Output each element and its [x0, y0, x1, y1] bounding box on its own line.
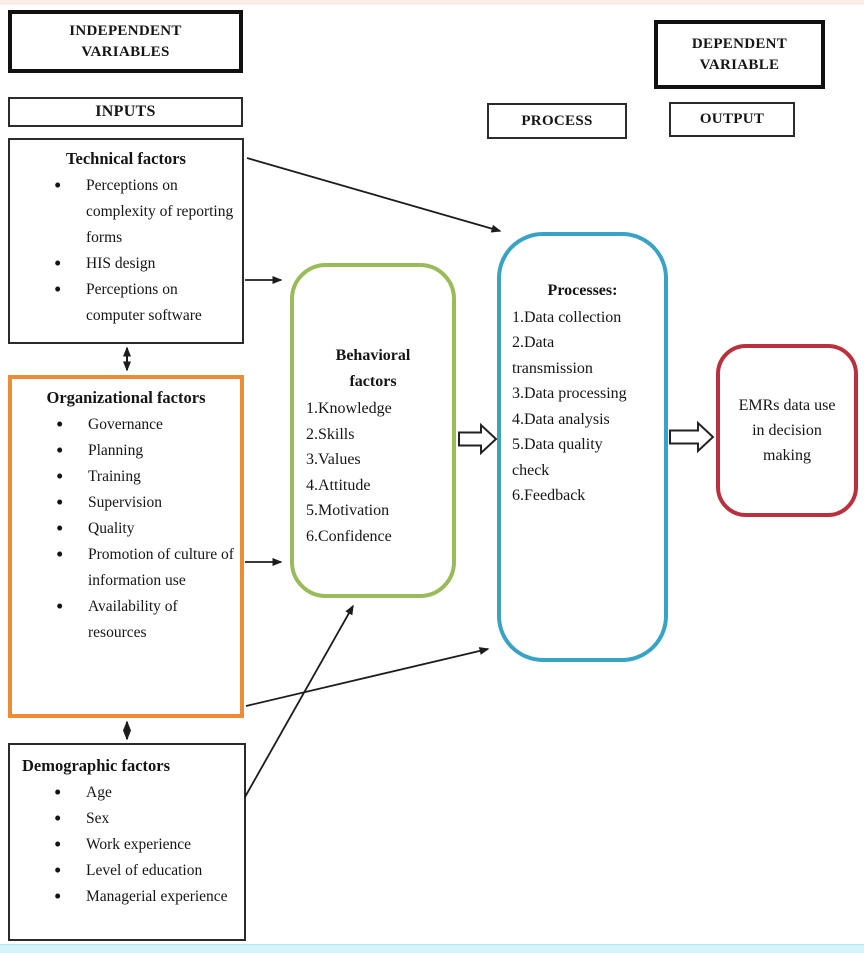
list-item: 6.Feedback	[512, 487, 586, 504]
list-item: 3.Data processing	[512, 385, 627, 402]
list-item: • Managerial experience	[54, 884, 240, 910]
list-item: • Training	[56, 464, 236, 490]
list-item: 4.Data analysis	[512, 410, 610, 428]
independent-variables-label	[8, 10, 243, 73]
technical-factors-box	[8, 138, 244, 344]
behavioral-factors-list	[294, 396, 452, 549]
list-item: • Supervision	[56, 490, 236, 516]
inputs-text: INPUTS	[95, 103, 156, 120]
list-item: • Promotion of culture of information use	[56, 542, 236, 594]
arrow-demographic-to-behavioral	[245, 606, 353, 797]
list-item: 3.Values	[306, 451, 361, 468]
demographic-factors-list	[10, 780, 244, 910]
demographic-factors-box	[8, 743, 246, 941]
organizational-factors-title: Organizational factors	[46, 388, 206, 407]
emrs-output-box	[716, 344, 858, 517]
block-arrow-processes-to-emrs	[670, 423, 713, 451]
list-item: 1.Knowledge	[306, 400, 392, 417]
arrow-organizational-to-processes	[246, 649, 488, 706]
list-item: • Sex	[54, 806, 240, 832]
demographic-factors-title: Demographic factors	[22, 756, 171, 775]
independent-variables-text: INDEPENDENT VARIABLES	[69, 23, 182, 60]
inputs-label	[8, 97, 243, 127]
organizational-factors-list	[12, 412, 240, 646]
output-label	[669, 102, 795, 137]
output-text: OUTPUT	[699, 111, 765, 127]
arrow-technical-to-processes	[247, 158, 500, 231]
list-item: • Perceptions on computer software	[54, 277, 238, 329]
list-item: • Governance	[56, 412, 236, 438]
list-item: • Level of education	[54, 858, 240, 884]
technical-factors-list	[10, 173, 242, 329]
processes-title: Processes:	[547, 282, 618, 299]
dependent-variable-label	[654, 20, 825, 89]
list-item: 2.Skills	[306, 425, 355, 443]
organizational-factors-box	[8, 375, 244, 718]
behavioral-factors-box	[290, 263, 456, 598]
processes-box	[497, 232, 668, 662]
list-item: • Perceptions on complexity of reporting forms	[54, 173, 238, 251]
process-text: PROCESS	[521, 112, 593, 129]
emrs-output-text: EMRs data use in decision making	[738, 397, 836, 464]
list-item: 2.Data transmission	[512, 334, 593, 377]
list-item: • Age	[54, 780, 240, 806]
list-item: • HIS design	[54, 251, 238, 277]
list-item: • Quality	[56, 516, 236, 542]
list-item: • Planning	[56, 438, 236, 464]
list-item: 5.Data quality check	[512, 436, 603, 479]
dependent-variable-text: DEPENDENT VARIABLE	[691, 35, 788, 73]
bottom-strip	[0, 944, 864, 953]
behavioral-factors-title: Behavioral factors	[335, 347, 411, 390]
list-item: • Availability of resources	[56, 594, 236, 646]
list-item: 4.Attitude	[306, 476, 371, 494]
technical-factors-title: Technical factors	[66, 149, 186, 168]
processes-list	[501, 305, 634, 509]
block-arrow-behavioral-to-processes	[459, 425, 496, 453]
list-item: 6.Confidence	[306, 527, 392, 545]
list-item: 1.Data collection	[512, 308, 622, 326]
top-strip	[0, 0, 864, 5]
list-item: • Work experience	[54, 832, 240, 858]
process-label	[487, 103, 627, 139]
list-item: 5.Motivation	[306, 502, 390, 519]
